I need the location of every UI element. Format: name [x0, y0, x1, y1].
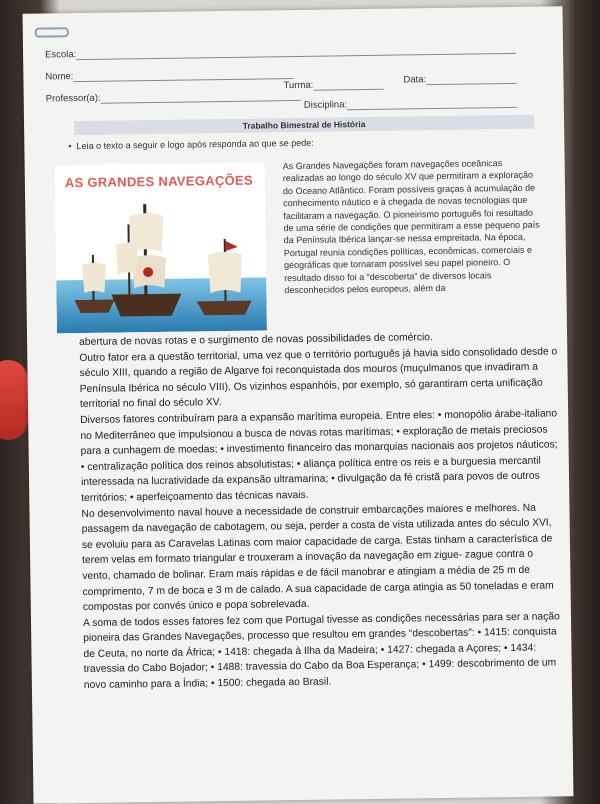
- field-turma[interactable]: Turma:: [283, 79, 383, 91]
- caravel-ships-illustration: [55, 162, 267, 333]
- main-text: [79, 328, 562, 693]
- field-data[interactable]: Data:: [403, 73, 516, 86]
- paragraph: abertura de novas rotas e o surgimento de novas possibilidades de comércio.: [79, 332, 433, 349]
- paragraph: Diversos fatores contribuíram para a expansão marítima europeia. Entre eles: • monopólio árabe-italiano no Mediterrâneo que impulsionou a busca de novas rotas marítimas; • exploração de metais preciosos para a cunhagem de moedas; • investimento financeiro das monarquias nacionais aos projetos náuticos; • centralização política dos reinos absolutistas; • aliança política entre os reis e a burguesia mercantil interessada na lucratividade da expansão ultramarina; • divulgação da fé cristã para povos de outros territórios; • aperfeiçoamento das técnicas navais.: [80, 408, 558, 504]
- field-escola[interactable]: Escola:: [45, 43, 516, 61]
- staple-icon: [35, 27, 69, 37]
- field-disciplina[interactable]: Disciplina:: [304, 97, 517, 111]
- fingertip-red-nail: [0, 360, 28, 440]
- worksheet-page: [23, 6, 574, 803]
- hero-image: [55, 162, 267, 333]
- paragraph: No desenvolvimento naval houve a necessidade de construir embarcações maiores e melhores. Na passagem da navegação de cabotagem, ou seja, perder a costa de vista utilizada antes do século XVI, se evoluiu para as Caravelas Latinas com maior capacidade de carga. Estas tinham a característica de terem velas em formato triangular e trouxeram a inovação da navegação em zigue- zague contra o vento, chamado de bolinar. Eram mais rápidas e de fácil manobrar e atingiam a média de 25 m de comprimento, 7 m de boca e 3 m de calado. A sua capacidade de carga atingia as 50 toneladas e eram compostas por convés único e popa sobrelevada.: [81, 502, 554, 614]
- bullet-icon: •: [68, 141, 77, 152]
- paragraph: A soma de todos esses fatores fez com que Portugal tivesse as condições necessárias para ser a nação pioneira das Grandes Navegações, processo que resultou em grandes “descobertas”: • 1415: conquista de Ceuta, no norte da África; • 1418: chegada à Ilha da Madeira; • 1427: chegada a Açores; • 1434: travessia do Cabo Bojador; • 1488: travessia do Cabo da Boa Esperança; • 1499: descobrimento de um novo caminho para a Índia; • 1500: chegada ao Brasil.: [82, 611, 560, 692]
- hero-title: AS GRANDES NAVEGAÇÕES: [64, 172, 254, 191]
- intro-text: As Grandes Navegações foram navegações oceânicas realizadas ao longo do século XV que permitiram a exploração do Oceano Atlântico. Foram possíveis graças à acumulação de conhecimento náutico e à chegada de novas tecnologias que facilitaram a navegação. O pioneirismo português foi resultado de uma série de condições que permitiram a esse pequeno país da Península Ibérica lançar-se nessa empreitada. Na época, Portugal reunia condições políticas, econômicas, comerciais e geográficas que tornaram possível seu papel pioneiro. O resultado disso foi a “descoberta” de diversos locais desconhecidos pelos europeus, além da: [282, 158, 540, 296]
- paragraph: Outro fator era a questão territorial, uma vez que o território português já havia sido consolidado desde o século XIII, quando a região de Algarve foi reconquistada dos mouros (muçulmanos que invadiram a Península Ibérica no século VIII). Os vizinhos espanhóis, por exemplo, só garantiram certa unificação territorial no final do século XV.: [79, 345, 558, 411]
- assignment-title-bar: Trabalho Bimestral de História: [74, 115, 534, 135]
- field-professor[interactable]: Professor(a):: [46, 90, 301, 105]
- field-nome[interactable]: Nome:: [45, 68, 293, 82]
- instruction: • Leia o texto a seguir e logo após responda ao que se pede:: [68, 137, 314, 152]
